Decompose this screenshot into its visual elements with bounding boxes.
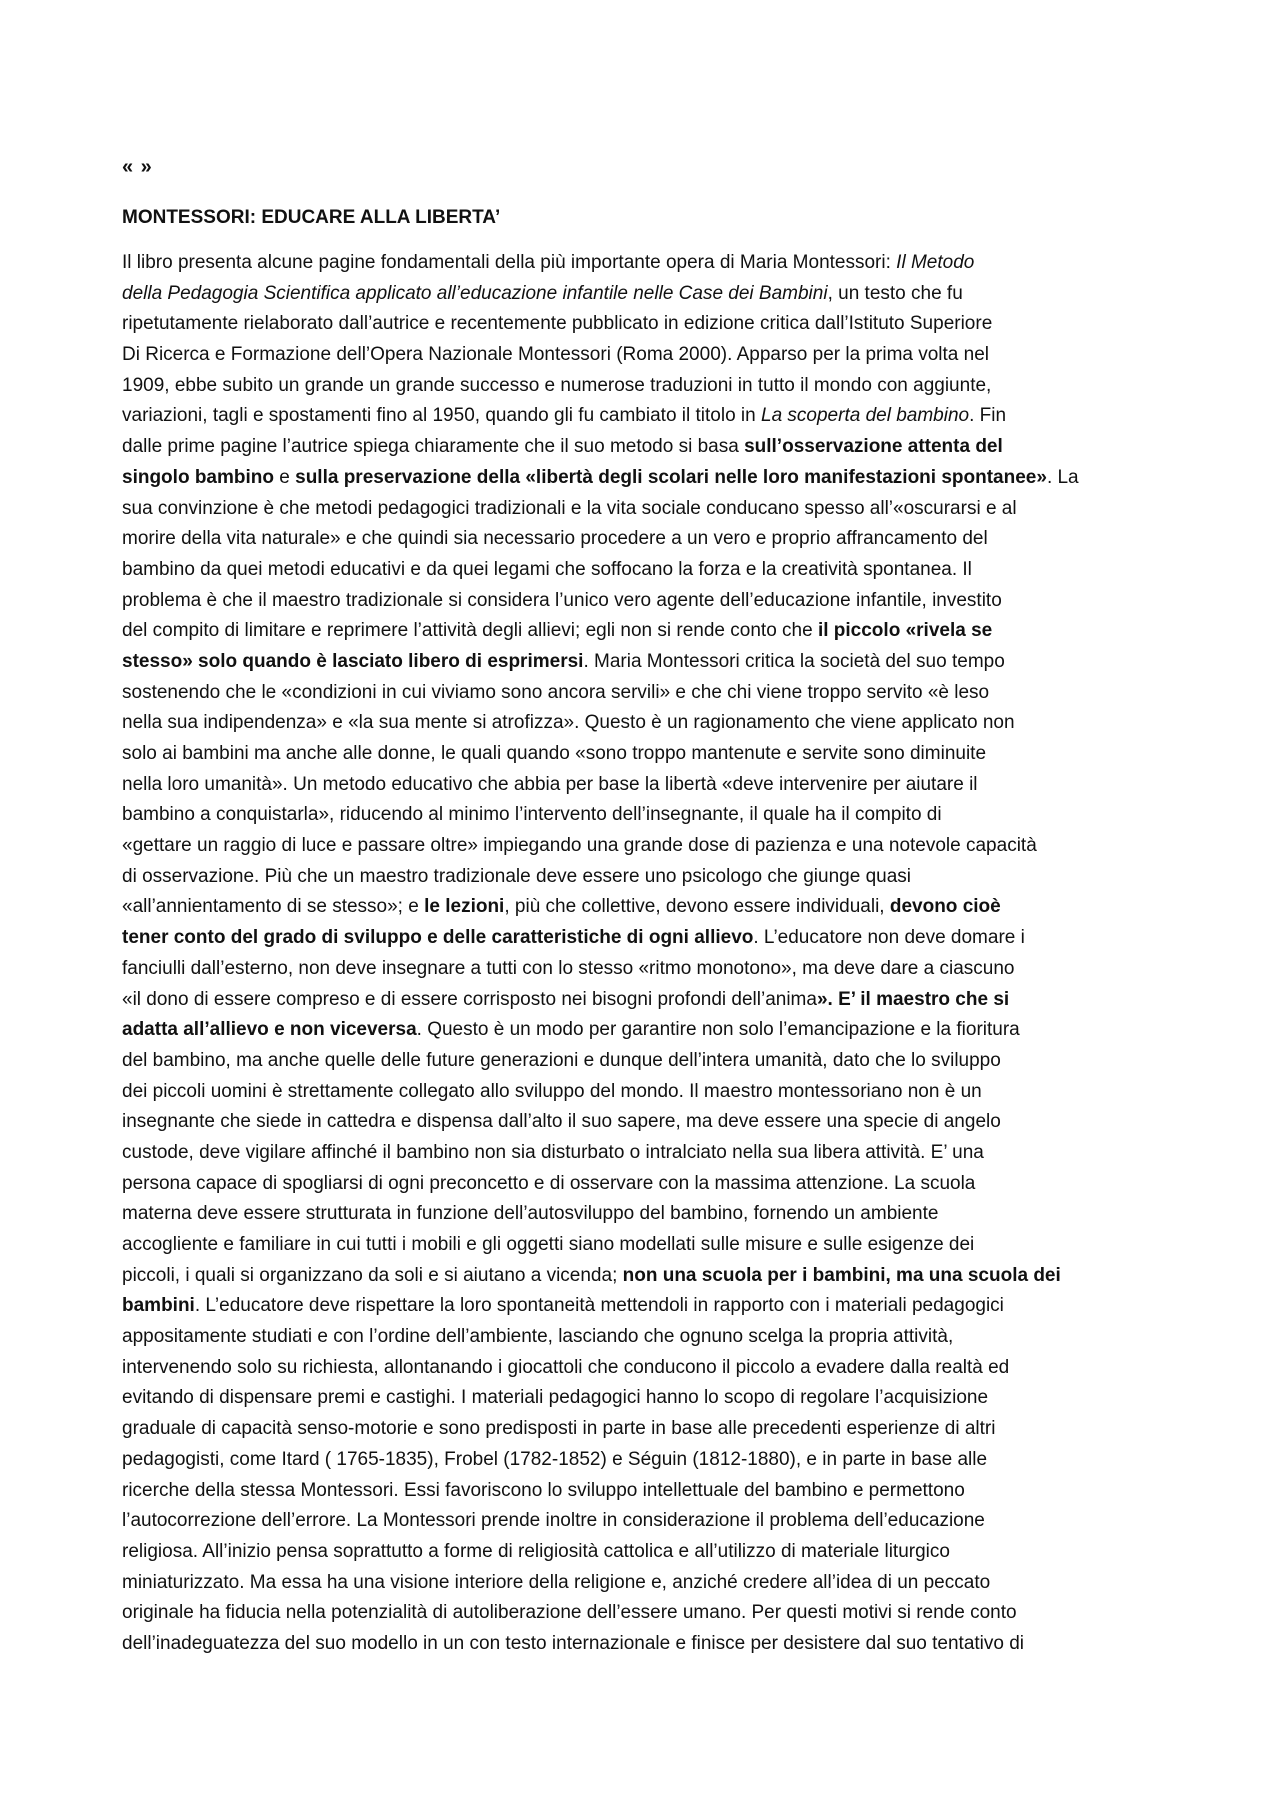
text-run: insegnante che siede in cattedra e dispensa dall’alto il suo sapere, ma deve essere una specie di angelo bbox=[122, 1111, 1001, 1133]
text-line bbox=[122, 555, 1162, 586]
bold-text-run: non una scuola per i bambini, ma una scuola dei bbox=[622, 1264, 1061, 1286]
text-line bbox=[122, 494, 1162, 525]
text-run: di osservazione. Più che un maestro tradizionale deve essere uno psicologo che giunge quasi bbox=[122, 865, 911, 887]
text-run: bambino a conquistarla», riducendo al minimo l’intervento dell’insegnante, il quale ha il compito di bbox=[122, 804, 942, 826]
text-run: dell’inadeguatezza del suo modello in un con testo internazionale e finisce per desistere dal suo tentativo di bbox=[122, 1632, 1025, 1654]
text-run: e bbox=[274, 466, 296, 488]
text-run: , più che collettive, devono essere individuali, bbox=[504, 896, 890, 918]
text-line bbox=[122, 1261, 1162, 1292]
text-run: ricerche della stessa Montessori. Essi favoriscono lo sviluppo intellettuale del bambino e permettono bbox=[122, 1479, 965, 1501]
text-line bbox=[122, 1353, 1162, 1384]
text-line bbox=[122, 371, 1162, 402]
text-line bbox=[122, 1138, 1162, 1169]
text-line bbox=[122, 248, 1162, 279]
text-run: . Questo è un modo per garantire non solo l’emancipazione e la fioritura bbox=[416, 1019, 1020, 1041]
text-run: . Fin bbox=[969, 405, 1007, 427]
bold-text-run: devono cioè bbox=[889, 896, 1001, 918]
text-line bbox=[122, 892, 1162, 923]
text-run: sua convinzione è che metodi pedagogici tradizionali e la vita sociale conducano spesso all’«oscurarsi e al bbox=[122, 497, 1017, 519]
text-run: bambino da quei metodi educativi e da quei legami che soffocano la forza e la creatività spontanea. Il bbox=[122, 558, 972, 580]
text-line bbox=[122, 1537, 1162, 1568]
text-run: originale ha fiducia nella potenzialità di autoliberazione dell’essere umano. Per questi motivi si rende conto bbox=[122, 1602, 1017, 1624]
text-line bbox=[122, 1046, 1162, 1077]
text-line bbox=[122, 1445, 1162, 1476]
text-line bbox=[122, 1230, 1162, 1261]
text-run: . Maria Montessori critica la società del suo tempo bbox=[583, 650, 1005, 672]
text-run: Il libro presenta alcune pagine fondamentali della più importante opera di Maria Montessori: bbox=[122, 252, 897, 273]
text-line bbox=[122, 616, 1162, 647]
text-line bbox=[122, 678, 1162, 709]
text-line bbox=[122, 340, 1162, 371]
text-run: religiosa. All’inizio pensa soprattutto a forme di religiosità cattolica e all’utilizzo di materiale liturgico bbox=[122, 1540, 950, 1562]
text-run: «all’annientamento di se stesso»; e bbox=[122, 896, 425, 918]
text-run: morire della vita naturale» e che quindi sia necessario procedere a un vero e proprio affrancamento del bbox=[122, 528, 988, 550]
text-run: solo ai bambini ma anche alle donne, le quali quando «sono troppo mantenute e servite sono diminuite bbox=[122, 743, 987, 764]
text-line bbox=[122, 1169, 1162, 1200]
text-run: persona capace di spogliarsi di ogni preconcetto e di osservare con la massima attenzione. La scuola bbox=[122, 1172, 976, 1194]
text-line bbox=[122, 401, 1162, 432]
text-run: 1909, ebbe subito un grande un grande successo e numerose traduzioni in tutto il mondo con aggiunte, bbox=[122, 374, 992, 396]
text-line bbox=[122, 1015, 1162, 1046]
text-run: dalle prime pagine l’autrice spiega chiaramente che il suo metodo si basa bbox=[122, 436, 745, 458]
text-run: ripetutamente rielaborato dall’autrice e recentemente pubblicato in edizione critica dall’Istituto Superiore bbox=[122, 313, 993, 335]
text-line bbox=[122, 1199, 1162, 1230]
text-line bbox=[122, 647, 1162, 678]
body-paragraph bbox=[122, 248, 1162, 1660]
text-line bbox=[122, 586, 1162, 617]
text-line bbox=[122, 463, 1162, 494]
text-run: . L’educatore deve rispettare la loro spontaneità mettendoli in rapporto con i materiali pedagogici bbox=[194, 1295, 1004, 1317]
text-line bbox=[122, 1568, 1162, 1599]
text-run: variazioni, tagli e spostamenti fino al 1950, quando gli fu cambiato il titolo in bbox=[122, 405, 761, 427]
bold-text-run: tener conto del grado di sviluppo e delle caratteristiche di ogni allievo bbox=[122, 927, 754, 949]
text-run: accogliente e familiare in cui tutti i mobili e gli oggetti siano modellati sulle misure e sulle esigenze dei bbox=[122, 1234, 975, 1255]
text-line bbox=[122, 524, 1162, 555]
guillemets-heading: « » bbox=[122, 156, 153, 178]
text-run: «il dono di essere compreso e di essere corrisposto nei bisogni profondi dell’anima bbox=[122, 988, 817, 1010]
text-run: del bambino, ma anche quelle delle future generazioni e dunque dell’intera umanità, dato che lo sviluppo bbox=[122, 1049, 1001, 1071]
text-line bbox=[122, 1383, 1162, 1414]
text-line bbox=[122, 1598, 1162, 1629]
text-line bbox=[122, 923, 1162, 954]
italic-text-run: La scoperta del bambino bbox=[761, 405, 970, 427]
text-run: . La bbox=[1046, 466, 1079, 488]
text-run: . L’educatore non deve domare i bbox=[753, 927, 1025, 949]
text-line bbox=[122, 1291, 1162, 1322]
text-line bbox=[122, 831, 1162, 862]
text-run: problema è che il maestro tradizionale si considera l’unico vero agente dell’educazione infantile, investito bbox=[122, 589, 1002, 611]
text-line bbox=[122, 1476, 1162, 1507]
text-line bbox=[122, 954, 1162, 985]
text-run: custode, deve vigilare affinché il bambino non sia disturbato o intralciato nella sua libera attività. E’ una bbox=[122, 1141, 984, 1163]
text-line bbox=[122, 862, 1162, 893]
text-line bbox=[122, 309, 1162, 340]
text-line bbox=[122, 279, 1162, 310]
text-line bbox=[122, 800, 1162, 831]
text-run: sostenendo che le «condizioni in cui viviamo sono ancora servili» e che chi viene troppo servito «è leso bbox=[122, 681, 990, 703]
text-line bbox=[122, 432, 1162, 463]
text-line bbox=[122, 770, 1162, 801]
text-line bbox=[122, 985, 1162, 1016]
text-run: , un testo che fu bbox=[827, 282, 963, 304]
bold-text-run: stesso» solo quando è lasciato libero di esprimersi bbox=[122, 650, 584, 672]
text-run: piccoli, i quali si organizzano da soli e si aiutano a vicenda; bbox=[122, 1264, 623, 1286]
text-line bbox=[122, 1506, 1162, 1537]
bold-text-run: sull’osservazione attenta del bbox=[744, 436, 1003, 458]
text-run: nella sua indipendenza» e «la sua mente si atrofizza». Questo è un ragionamento che viene applicato non bbox=[122, 712, 1015, 734]
text-run: l’autocorrezione dell’errore. La Montessori prende inoltre in considerazione il problema dell’educazione bbox=[122, 1510, 985, 1532]
text-run: miniaturizzato. Ma essa ha una visione interiore della religione e, anziché credere all’idea di un peccato bbox=[122, 1571, 991, 1593]
bold-text-run: ». E’ il maestro che si bbox=[816, 988, 1010, 1010]
text-line bbox=[122, 1107, 1162, 1138]
text-line bbox=[122, 1322, 1162, 1353]
text-run: pedagogisti, come Itard ( 1765-1835), Frobel (1782-1852) e Séguin (1812-1880), e in parte in base alle bbox=[122, 1448, 988, 1470]
text-run: appositamente studiati e con l’ordine dell’ambiente, lasciando che ognuno scelga la propria attività, bbox=[122, 1326, 954, 1348]
text-line bbox=[122, 739, 1162, 770]
text-line bbox=[122, 1077, 1162, 1108]
text-line bbox=[122, 1414, 1162, 1445]
text-run: fanciulli dall’esterno, non deve insegnare a tutti con lo stesso «ritmo monotono», ma deve dare a ciascuno bbox=[122, 957, 1015, 979]
text-run: del compito di limitare e reprimere l’attività degli allievi; egli non si rende conto che bbox=[122, 620, 818, 642]
text-run: «gettare un raggio di luce e passare oltre» impiegando una grande dose di pazienza e una notevole capacità bbox=[122, 835, 1037, 857]
text-run: dei piccoli uomini è strettamente collegato allo sviluppo del mondo. Il maestro montessoriano non è un bbox=[122, 1080, 982, 1102]
text-line bbox=[122, 1629, 1162, 1660]
text-run: materna deve essere strutturata in funzione dell’autosviluppo del bambino, fornendo un ambiente bbox=[122, 1203, 939, 1225]
bold-text-run: sulla preservazione della «libertà degli scolari nelle loro manifestazioni spontanee» bbox=[295, 466, 1047, 488]
text-run: intervenendo solo su richiesta, allontanando i giocattoli che conducono il piccolo a evadere dalla realtà ed bbox=[122, 1356, 1010, 1378]
bold-text-run: bambini bbox=[122, 1295, 195, 1317]
text-run: evitando di dispensare premi e castighi. I materiali pedagogici hanno lo scopo di regolare l’acquisizione bbox=[122, 1387, 989, 1409]
text-run: Di Ricerca e Formazione dell’Opera Nazionale Montessori (Roma 2000). Apparso per la prima volta nel bbox=[122, 344, 990, 366]
italic-text-run: della Pedagogia Scientifica applicato all’educazione infantile nelle Case dei Bambini bbox=[122, 282, 828, 304]
bold-text-run: le lezioni bbox=[424, 896, 505, 918]
text-line bbox=[122, 708, 1162, 739]
text-run: nella loro umanità». Un metodo educativo che abbia per base la libertà «deve intervenire per aiutare il bbox=[122, 773, 978, 795]
document-title: MONTESSORI: EDUCARE ALLA LIBERTA’ bbox=[122, 207, 501, 228]
italic-text-run: Il Metodo bbox=[896, 252, 975, 273]
text-run: graduale di capacità senso-motorie e sono predisposti in parte in base alle precedenti esperienze di altri bbox=[122, 1418, 996, 1440]
bold-text-run: il piccolo «rivela se bbox=[817, 620, 993, 642]
bold-text-run: singolo bambino bbox=[122, 466, 274, 488]
bold-text-run: adatta all’allievo e non viceversa bbox=[122, 1019, 417, 1041]
